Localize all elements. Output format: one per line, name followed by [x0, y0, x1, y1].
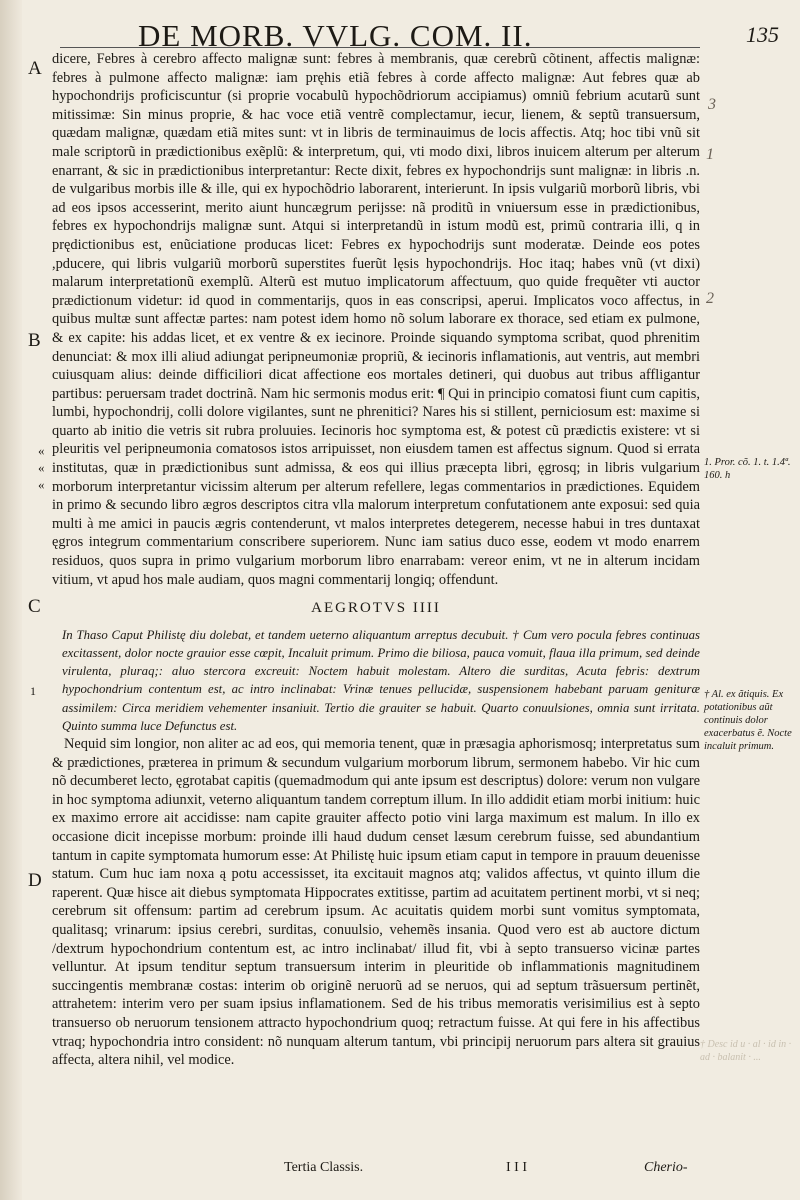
commentary-paragraph: Nequid sim longior, non aliter ac ad eos, qui memoria tenent, quæ in præsagia aphorismosq; interpretatus sum & prædictiones, præterea in primum & secundum vulgarium morborum librum, sermonem habebo. Vir hic cum nõ decumberet lecto, ęgrotabat capitis (quemadmodum qui ante ipsum est descriptus) dolore: verum non vulgare in hoc symptoma adiunxit, veterno aliquantum tandem correptum illum. In illo addidit etiam morbi initium: huic ex maximo errore ait accidisse: nam capite grauiter affecto potio vini larga maximum est malum. In illo ex occasione dicit incepisse morbum: proinde illi haud dudum censet læsum cerebrum fuisse, sed abundantium tantum in capite symptomata humorum esse: At Philistę huic ipsum etiam caput in tempore in prauum deuenisse statum. Cum huc iam noxa ą potu accessisset, ita excitauit magnos atq; validos affectus, vt quinto illum die raperent. Quæ hisce ait diebus symptomata Hippocrates extitisse, partim ad acuitatem pertinent morbi, vt si neq; cerebrum sit offensum: partim ad cerebrum ipsum. Ac acuitatis quidem morbi sunt vomitus symptomata, qualitasq; vrinarum: ipsius cerebri, surditas, conuulsio, vehemẽs insania. Quod vero est ab auctore dictum /dextrum hypochondrium contentum est, ac intro inclinabat/ illud fit, vbi à septo transuerso vicinæ partes velluntur. At ipsum tenditur septum transuersum interim in pleuritide ob inflammationis magnitudinem succingentis membranæ costas: interim ob originẽ neruorũ ad se neruos, qui ad septum trãsuersum pertinẽt, attrahetem: interim vero per suam ipsius inflamationem. Sed de his tribus memoratis verisimilius est à septo transuerso ob neruorum tensionem attracto hypochondrium quoq; retractum fuisse. At qui fere in his affectibus vtraq; hypochondria intro consident: nõ nunquam alterum tantum, vbi principij neruorum pars altera sit grauius affecta, altera nihil, vel modice. [52, 736, 700, 1069]
catchword: Cherio- [644, 1160, 688, 1175]
pencil-annotation: 1 [706, 146, 714, 163]
quote-mark: « [38, 460, 45, 475]
marginal-variant-note: † Al. ex ãtiquis. Ex potationibus aũt continuis dolor exacerbatus ẽ. Nocte incaluit primum. [704, 689, 792, 752]
commentary-paragraph: dicere, Febres à cerebro affecto malignæ sunt: febres à membranis, quæ cerebrũ cõtinent, affectis malignæ: febres à pulmone affecto malignæ: iam pręhis etiã febres à corde affecto malignæ: Aut febres quæ ab hypochondrijs proficiscuntur (si proprie vocabulũ hypochõdriorum accipiamus) omniũ febrium acutarũ sunt mitissimæ: Sin minus proprie, & hac voce etiã ventrẽ complectamur, iecur, lienem, & septũ transuersum, quædam malignæ, quædam etiã mites sunt: vt in libris de terminauimus de locis affectis. Atq; hoc tibi vnũ sit male scriptorũ in prædictionibus exẽplũ: & interpretum, qui, vti modo dixi, libros inuicem alterum per alterum enarrant, & sic in prædictionibus interpretantur: Recte dixit, febres ex hypochondrijs sunt malignæ: in libris .n. de vulgaribus morbis ille & ille, qui ex hypochõdrio laborarent, interierunt. In ipsis vulgariũ morborũ libris, vbi ad eos ipsos accesserint, merito aiunt huncægrum perijsse: nã proditũ in vniuersum esse in prædictionibus, febres ex hypochondrijs malignæ sunt. Atqui si interpretandũ in istum modũ est, primũ contraria illi, q in prędictionibus est, enũciatione producas licet: Febres ex hypochodrijs sunt moderatæ. Deinde eos potes ,pducere, qui libris vulgariũ morborũ superstites fuerũt lęsis hypochondrijs. Hoc itaq; habes vnũ (vt dixi) malarum interpretationũ exemplũ. Alterũ est mutuo implicatorum affectuum, quo quide frequẽter vti auctor prædictionum videtur: id quod in commentarijs, quos in eas conscripsi, aperui. Implicatos voco affectus, in quibus multæ sunt affectæ partes: nam potest idem homo nõ solum laborare ex thorace, sed etiam ex pulmone, & ex capite: his addas licet, et ex ventre & ex iecinore. Proinde siquando symptoma scribat, quod phrenitim denunciat: & mox illi aliud adiungat peripneumoniæ propriũ, & iecinoris inflamationis, aut ventris, aut membri cuiusquam alius: deinde difficiliori dicat affectione eos mortales detineri, qui duobus aut tribus affligantur partibus: peruersam tradet doctrinã. Nam hic sermonis modus erit: ¶ Qui in principio comatosi fiunt cum capitis, lumbi, hypochondrij, colli dolore vigilantes, sunt ne phrenitici? Nares his si stillent, perniciosum est: maxime si quarto ab initio die vetris sit rubra proluuies. Iecinoris hoc symptoma est, & potest cũ prædictis existere: vt si pleuritis vel peripneumonia comatosos istos arripuisset, non eiusdem tamen est affectus signum. Quod si errata institutas, quæ in prædictionibus sunt admissa, & eos qui illius præcepta libri, ęgrosq; in libris vulgarium morborum interpretantur vicissim alterum per alterum refellere, legas commentarios in prædictiones. Equidem in primo & secundo libro ægros descriptos citra vlla malorum interpretum confutationem ante exposui: sed quia multi à me amici in paucis ægris contenderunt, vt malos interpretes detegerem, necesse habui in tres duntaxat ęgros integrum commentarium conscribere superiorem. Nunc iam satius duco esse, eodem vt modo enarrem residuos, quos supra in primo vulgarium morborum libro enarrabam: vereor enim, vt ne in alterum incidam vitium, vt apud hos male audiam, quos magni commentarij longiq; offendunt. [52, 51, 700, 588]
quire-mark: I I I [506, 1160, 527, 1175]
margin-letter-a: A [28, 58, 42, 79]
signature-mark: Tertia Classis. [284, 1160, 364, 1175]
pencil-annotation: 2 [706, 290, 714, 307]
bleed-through-text: † Desc id u · al · id in · ad · balanit · ... [700, 1039, 792, 1063]
main-text-block [52, 50, 700, 1070]
case-description: In Thaso Caput Philistę diu dolebat, et tandem ueterno aliquantum arreptus decubuit. † Cum vero pocula febres continuas excitassent, dolor nocte grauior esse cœpit, Incaluit primum. Primo die biliosa, pauca vomuit, flaua illa primum, sed deinde virulenta, pluraq;: aluo stercora excreuit: Noctem habuit molestam. Altero die surditas, Acuta febris: dextrum hypochondrium contentum est, ac intro inclinabat: Vrinæ tenues pellucidæ, suspensionem habebant paruam genituræ assimilem: Circa meridiem vehementer insaniuit. Tertio die grauiter se habuit. Quarto conuulsiones, omnia sunt irritata. Quinto summa luce Defunctus est. [62, 627, 700, 733]
pencil-annotation: 3 [708, 96, 716, 113]
page-edge-shadow [0, 0, 22, 1200]
quote-mark: « [38, 477, 45, 492]
running-title: DE MORB. VVLG. COM. II. [138, 18, 533, 53]
margin-letter-b: B [28, 330, 41, 351]
marginal-reference: 1. Pror. cõ. 1. t. 1.4ª. 160. h [704, 457, 791, 481]
quote-mark: « [38, 443, 45, 458]
margin-letter-d: D [28, 870, 42, 891]
case-margin-number: 1 [30, 684, 36, 698]
header-rule [60, 47, 700, 48]
margin-letter-c: C [28, 596, 41, 617]
page-number: 135 [746, 22, 779, 47]
case-heading: AEGROTVS IIII [311, 600, 441, 617]
page-header [0, 8, 800, 53]
